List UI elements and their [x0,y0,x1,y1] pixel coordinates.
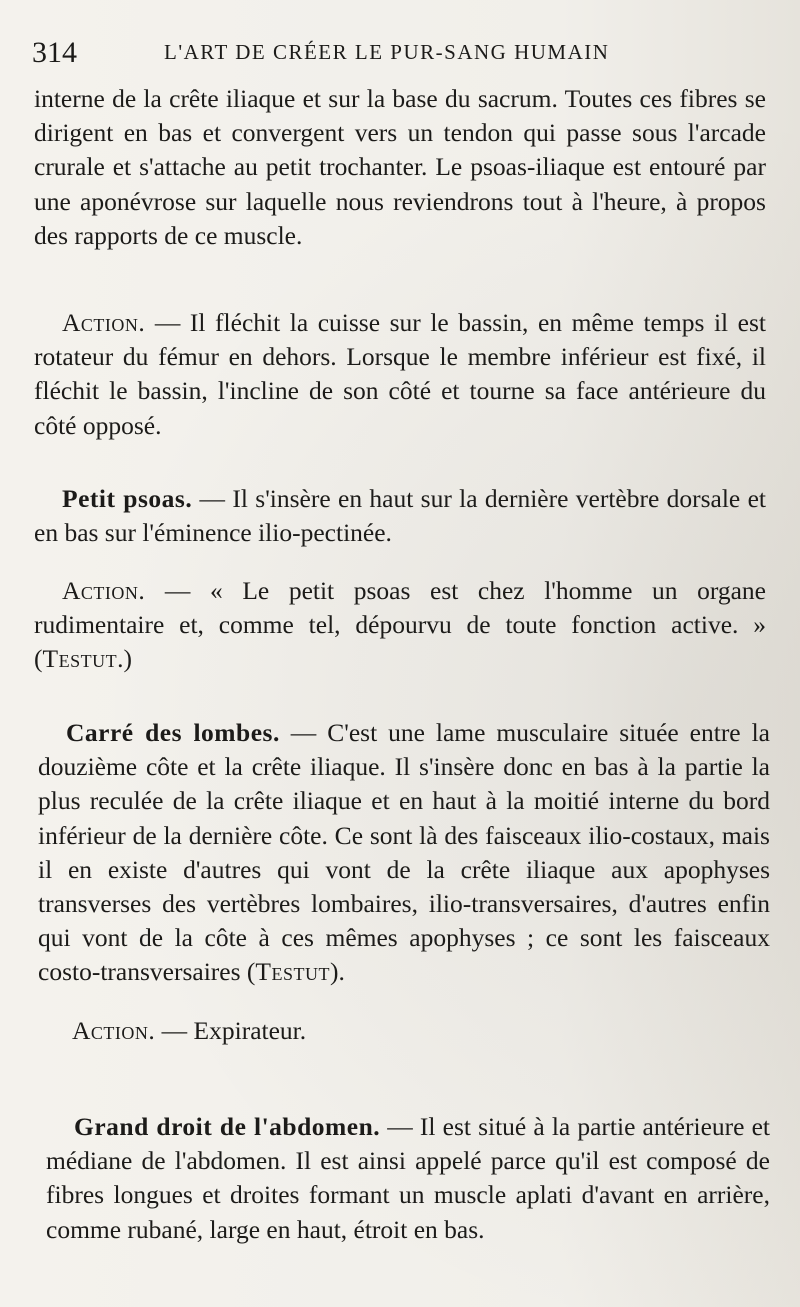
page-number: 314 [32,36,77,69]
paragraph-action-psoas-iliaque [34,306,766,443]
action-label: Action. [62,576,146,605]
paragraph-end: ). [329,957,345,987]
paragraph-end: .) [117,644,132,674]
paragraph-action-carre-des-lombes [44,1014,776,1048]
paragraph-text: — Il est situé à la partie antérieure et médiane de l'abdomen. Il est ainsi appelé parce qu'il est composé de fibres longues et droites formant un muscle aplati d'avant en arrière, comme rubané, large en haut, étroit en bas. [46,1112,770,1244]
section-title: Carré des lombes. [66,718,280,747]
section-title: Petit psoas. [62,484,193,513]
paragraph-action-petit-psoas [34,574,766,677]
running-head: L'ART DE CRÉER LE PUR-SANG HUMAIN [164,40,610,64]
paragraph-text: — C'est une lame musculaire située entre la douzième côte et la crête iliaque. Il s'insère donc en bas à la partie la plus reculée de la crête iliaque et en haut à la moitié interne du bord inférieur de la dernière côte. Ce sont là des faisceaux ilio-costaux, mais il en existe d'autres qui vont de la crête iliaque aux apophyses transverses des vertèbres lombaires, ilio-transversaires, d'autres enfin qui vont de la côte à ces mêmes apophyses ; ce sont les faisceaux costo-transversaires ( [38,718,770,987]
author-citation: Testut [42,644,118,674]
paragraph-text: — Il fléchit la cuisse sur le bassin, en même temps il est rotateur du fémur en dehors. Lorsque le membre inférieur est fixé, il fléchit le bassin, l'incline de son côté et tourne sa face antérieure du côté opposé. [34,308,766,440]
author-citation: Testut [255,957,330,987]
paragraph-petit-psoas [34,482,766,550]
paragraph-text: — « Le petit psoas est chez l'homme un organe rudimentaire et, comme tel, dépourvu de toute fonction active. » ( [34,576,766,674]
paragraph-psoas-iliaque-continued [34,82,766,253]
action-label: Action. [72,1016,156,1045]
section-title: Grand droit de l'abdomen. [74,1112,381,1141]
paragraph-text: — Expirateur. [155,1016,307,1045]
action-label: Action. [62,308,146,337]
page-header [30,34,770,74]
paragraph-carre-des-lombes [38,716,770,990]
paragraph-text: — Il s'insère en haut sur la dernière vertèbre dorsale et en bas sur l'éminence ilio-pectinée. [34,484,766,548]
paragraph-grand-droit-abdomen [46,1110,770,1247]
paragraph-text: interne de la crête iliaque et sur la base du sacrum. Toutes ces fibres se dirigent en bas et convergent vers un tendon qui passe sous l'arcade crurale et s'attache au petit trochanter. Le psoas-iliaque est entouré par une aponévrose sur laquelle nous reviendrons tout à l'heure, à propos des rapports de ce muscle. [34,84,766,250]
